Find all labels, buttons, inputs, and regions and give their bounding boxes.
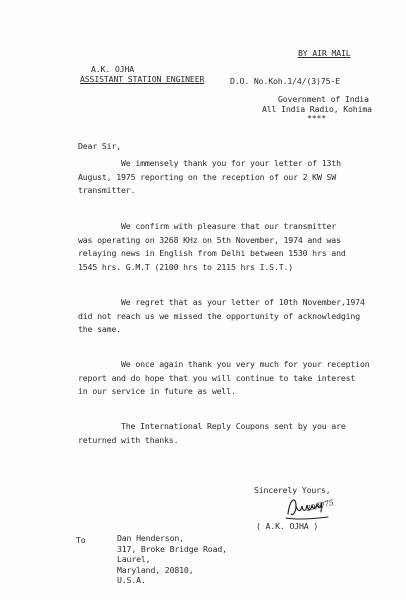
recipient-address-line: 317, Broke Bridge Road, <box>117 543 227 554</box>
paragraph-4-line: We once again thank you very much for your reception <box>121 359 370 369</box>
sender-title: ASSISTANT STATION ENGINEER <box>80 74 205 84</box>
paragraph-3-line: We regret that as your letter of 10th November,1974 <box>121 297 365 307</box>
organization-marks: **** <box>307 113 327 123</box>
paragraph-1-line: We immensely thank you for your letter of 13th <box>121 158 341 168</box>
paragraph-2-line: 1545 hrs. G.M.T (2100 hrs to 2115 hrs I.S.T.) <box>78 261 294 272</box>
recipient-address-line: Maryland, 20810, <box>117 564 194 575</box>
recipient-address-line: U.S.A. <box>117 575 146 585</box>
salutation: Dear Sir, <box>78 141 122 151</box>
paragraph-3-line: did not reach us we missed the opportunity of acknowledging <box>78 310 360 321</box>
paragraph-1 <box>78 157 341 198</box>
handwritten-date: 29/8/75 <box>305 497 335 514</box>
air-mail-marking: BY AIR MAIL <box>298 48 351 58</box>
paragraph-2-line: relaying news in English from Delhi between 1530 hrs and <box>78 248 346 258</box>
paragraph-2-line: We confirm with pleasure that our transmitter <box>121 221 337 231</box>
paragraph-2 <box>78 220 346 274</box>
paragraph-1-line: transmitter. <box>78 185 136 195</box>
paragraph-1-line: August, 1975 reporting on the reception of our 2 KW SW <box>78 171 337 182</box>
paragraph-5-line: returned with thanks. <box>78 434 179 445</box>
recipient-address <box>117 533 227 586</box>
to-label: To <box>76 535 86 545</box>
paragraph-4-line: in our service in future as well. <box>78 386 236 396</box>
paragraph-3-line: the same. <box>78 324 122 334</box>
recipient-address-line: Dan Henderson, <box>117 533 184 543</box>
reference-number: D.O. No.Koh.1/4/(3)75-E <box>230 76 340 86</box>
organization-line-1: Government of India <box>278 94 369 104</box>
recipient-address-line: Laurel, <box>117 554 151 564</box>
sender-name: A.K. OJHA <box>91 64 135 74</box>
paragraph-5 <box>78 420 346 447</box>
paragraph-4-line: report and do hope that you will continue to take interest <box>78 372 356 383</box>
paragraph-3 <box>78 296 365 337</box>
closing: Sincerely Yours, <box>254 485 331 495</box>
paragraph-4 <box>78 358 370 399</box>
organization-line-2: All India Radio, Kohima <box>262 104 372 114</box>
signature-name: ( A.K. OJHA ) <box>256 521 319 531</box>
paragraph-2-line: was operating on 3268 KHz on 5th November, 1974 and was <box>78 234 341 245</box>
paragraph-5-line: The International Reply Coupons sent by you are <box>121 421 346 431</box>
